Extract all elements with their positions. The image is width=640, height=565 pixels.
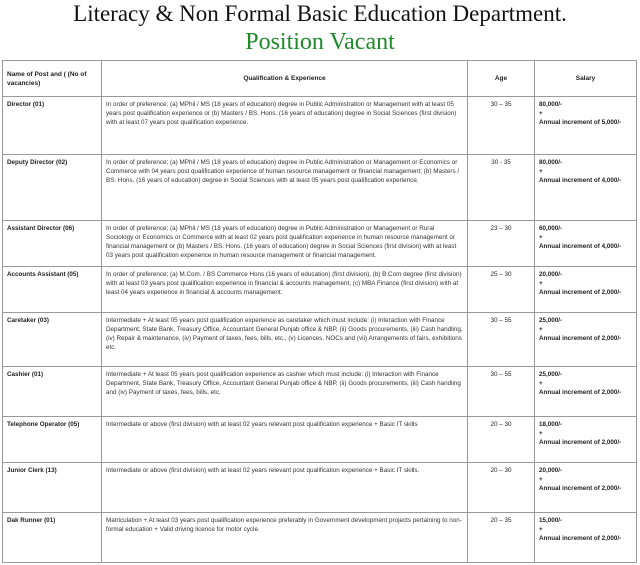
age-range: 30 – 55 bbox=[468, 313, 535, 367]
salary-cell bbox=[535, 221, 637, 267]
vacancy-table bbox=[2, 60, 637, 563]
qualification-text: In order of preference; (a) MPhil / MS (18 years of education) degree in Public Administration or Management with at least 05 years post qualification experience or (b) Masters / BS. Hons. (16 years of education) degree in Social Sciences (first division) with at least 07 years post qualification experience. bbox=[102, 97, 468, 155]
table-row bbox=[3, 155, 637, 221]
qualification-text: Intermediate + At least 05 years post qualification experience as caretaker which must include: (i) Interaction with Finance Department, State Bank, Treasury Office, Accountant General Punjab office & NBP, (ii) Goods procurements, (iii) Cash handling, (iv) Repair & maintenance, (iv) Payment of taxes, fees, bills, etc., (v) Licences, NOCs and (vii) Arrangements of fairs, exhibitions etc. bbox=[102, 313, 468, 367]
age-range: 20 – 30 bbox=[468, 463, 535, 513]
age-range: 25 – 30 bbox=[468, 267, 535, 313]
salary-plus: + bbox=[539, 526, 543, 533]
age-range: 20 – 30 bbox=[468, 417, 535, 463]
post-name: Junior Clerk (13) bbox=[3, 463, 102, 513]
salary-plus: + bbox=[539, 234, 543, 241]
post-name: Telephone Operator (05) bbox=[3, 417, 102, 463]
post-name: Caretaker (03) bbox=[3, 313, 102, 367]
salary-amount: 80,000/- bbox=[539, 159, 563, 166]
salary-plus: + bbox=[539, 110, 543, 117]
page-title: Literacy & Non Formal Basic Education Department. bbox=[73, 1, 567, 26]
salary-cell bbox=[535, 417, 637, 463]
post-name: Accounts Assistant (05) bbox=[3, 267, 102, 313]
post-name: Deputy Director (02) bbox=[3, 155, 102, 221]
salary-amount: 15,000/- bbox=[539, 517, 563, 524]
salary-increment: Annual increment of 2,000/- bbox=[539, 535, 622, 542]
salary-amount: 18,000/- bbox=[539, 421, 563, 428]
qualification-text: Intermediate + At least 05 years post qualification experience as cashier which must include: (i) Interaction with Finance Department, State Bank, Treasury Office, Accountant General Punjab office & NBP, (ii) Goods procurements, (iii) Cash handling and (iv) Payment of taxes, fees, bills, etc. bbox=[102, 367, 468, 417]
salary-increment: Annual increment of 2,000/- bbox=[539, 389, 622, 396]
age-range: 30 – 35 bbox=[468, 97, 535, 155]
salary-cell bbox=[535, 97, 637, 155]
post-name: Cashier (01) bbox=[3, 367, 102, 417]
salary-plus: + bbox=[539, 168, 543, 175]
salary-cell bbox=[535, 367, 637, 417]
post-name: Director (01) bbox=[3, 97, 102, 155]
post-name: Dak Runner (01) bbox=[3, 513, 102, 563]
salary-amount: 20,000/- bbox=[539, 271, 563, 278]
salary-plus: + bbox=[539, 476, 543, 483]
table-row bbox=[3, 417, 637, 463]
table-row bbox=[3, 221, 637, 267]
table-header-row bbox=[3, 61, 637, 97]
qualification-text: Matriculation + At least 03 years post qualification experience preferably in Government development projects pertaining to non-formal education + Valid driving licence for motor cycle. bbox=[102, 513, 468, 563]
qualification-text: In order of preference; (a) MPhil / MS (18 years of education) degree in Public Administration or Management or Economics or Commerce with 04 years post qualification experience of human resource management or financial management; (b) Masters / BS. Hons. (16 years of education) degree in Social Sciences with at least 05 years post qualification experience. bbox=[102, 155, 468, 221]
table-row bbox=[3, 313, 637, 367]
salary-amount: 20,000/- bbox=[539, 467, 563, 474]
age-range: 30 - 35 bbox=[468, 155, 535, 221]
column-header-qualification: Qualification & Experience bbox=[102, 61, 468, 97]
column-header-age: Age bbox=[468, 61, 535, 97]
page-subtitle: Position Vacant bbox=[245, 29, 395, 55]
qualification-text: Intermediate or above (first division) with at least 02 years relevant post qualification experience + Basic IT skills bbox=[102, 417, 468, 463]
salary-increment: Annual increment of 2,000/- bbox=[539, 485, 622, 492]
salary-increment: Annual increment of 5,000/- bbox=[539, 119, 622, 126]
table-row bbox=[3, 97, 637, 155]
salary-cell bbox=[535, 463, 637, 513]
salary-increment: Annual increment of 2,000/- bbox=[539, 289, 622, 296]
salary-cell bbox=[535, 313, 637, 367]
age-range: 20 – 35 bbox=[468, 513, 535, 563]
table-row bbox=[3, 267, 637, 313]
salary-increment: Annual increment of 4,000/- bbox=[539, 243, 622, 250]
salary-plus: + bbox=[539, 430, 543, 437]
salary-cell bbox=[535, 513, 637, 563]
age-range: 23 – 30 bbox=[468, 221, 535, 267]
salary-amount: 25,000/- bbox=[539, 371, 563, 378]
salary-increment: Annual increment of 4,000/- bbox=[539, 177, 622, 184]
salary-amount: 80,000/- bbox=[539, 101, 563, 108]
table-row bbox=[3, 513, 637, 563]
qualification-text: Intermediate or above (first division) with at least 02 years relevant post qualification experience + Basic IT skills. bbox=[102, 463, 468, 513]
post-name: Assistant Director (06) bbox=[3, 221, 102, 267]
salary-increment: Annual increment of 2,000/- bbox=[539, 439, 622, 446]
salary-plus: + bbox=[539, 380, 543, 387]
table-row bbox=[3, 463, 637, 513]
qualification-text: In order of preference; (a) MPhil / MS (18 years of education) degree in Public Administration or Management or Rural Sociology or Economics or Commerce with at least 02 years post qualification experience in human resource management or financial management or (b) Masters / BS. Hons. (16 years of education) degree in Social Sciences (first division) with at least 03 years post qualification experience in human resource management or financial management. bbox=[102, 221, 468, 267]
table-row bbox=[3, 367, 637, 417]
column-header-post: Name of Post and ( (No of vacancies) bbox=[3, 61, 102, 97]
salary-cell bbox=[535, 155, 637, 221]
salary-plus: + bbox=[539, 326, 543, 333]
salary-increment: Annual increment of 2,000/- bbox=[539, 335, 622, 342]
salary-cell bbox=[535, 267, 637, 313]
salary-plus: + bbox=[539, 280, 543, 287]
age-range: 30 – 55 bbox=[468, 367, 535, 417]
qualification-text: In order of preference; (a) M.Com. / BS Commerce Hons (16 years of education) (first division), (b) B.Com degree (first division) with at least 03 years post qualification experience in financial & accounts management, (c) MBA Finance (first division) with at least 04 years experience in financial & accounts management. bbox=[102, 267, 468, 313]
column-header-salary: Salary bbox=[535, 61, 637, 97]
salary-amount: 60,000/- bbox=[539, 225, 563, 232]
salary-amount: 25,000/- bbox=[539, 317, 563, 324]
